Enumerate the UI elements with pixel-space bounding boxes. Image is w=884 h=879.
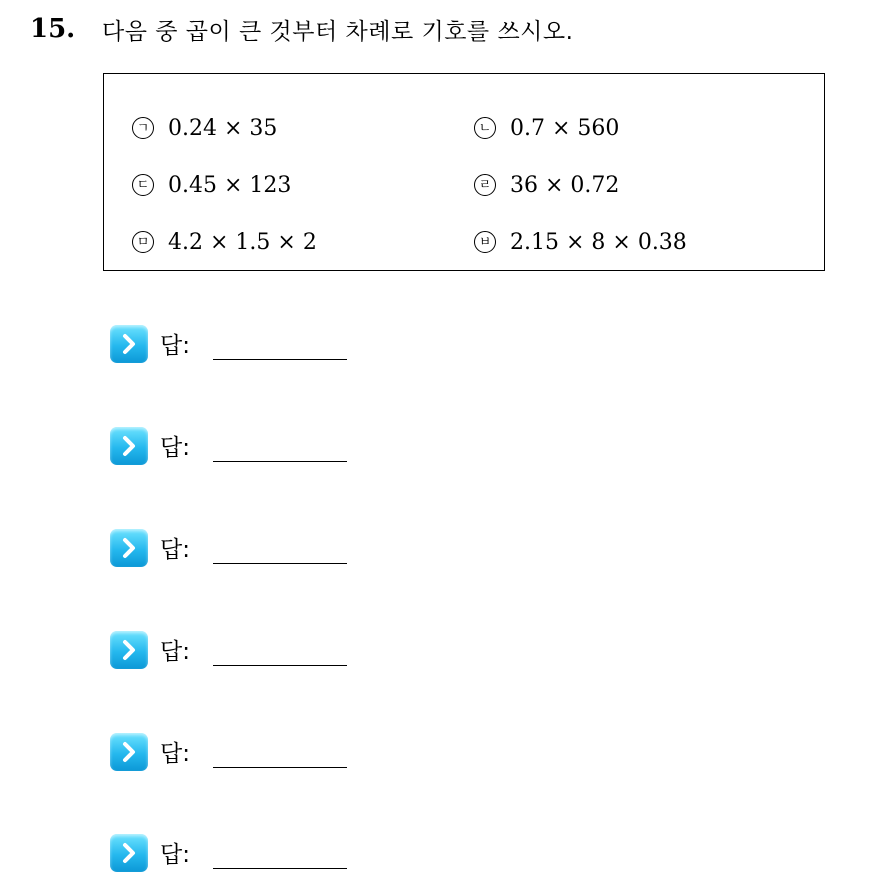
- choice-item: [474, 170, 619, 200]
- question-number: 15.: [30, 14, 76, 44]
- answer-row: [110, 529, 370, 569]
- choice-item: [474, 227, 687, 257]
- choice-marker: ㄴ: [474, 117, 496, 139]
- chevron-right-icon: [110, 427, 148, 465]
- choice-marker: ㄱ: [132, 117, 154, 139]
- choice-expression: 0.45 × 123: [168, 172, 292, 198]
- chevron-right-icon: [110, 325, 148, 363]
- answer-row: [110, 427, 370, 467]
- choice-marker: ㄹ: [474, 174, 496, 196]
- question-header: [30, 12, 573, 46]
- choice-expression: 36 × 0.72: [510, 172, 620, 198]
- answer-label: 답:: [160, 842, 190, 868]
- question-text: 다음 중 곱이 큰 것부터 차례로 기호를 쓰시오.: [102, 18, 574, 45]
- answer-blank[interactable]: [213, 359, 347, 360]
- choice-marker: ㄷ: [132, 174, 154, 196]
- answer-blank[interactable]: [213, 461, 347, 462]
- choice-item: [132, 227, 317, 257]
- choice-expression: 0.24 × 35: [168, 115, 278, 141]
- choice-expression: 2.15 × 8 × 0.38: [510, 229, 687, 255]
- answer-row: [110, 834, 370, 874]
- chevron-right-icon: [110, 834, 148, 872]
- answer-label: 답:: [160, 435, 190, 461]
- answer-row: [110, 733, 370, 773]
- chevron-right-icon: [110, 733, 148, 771]
- answer-row: [110, 325, 370, 365]
- choice-expression: 4.2 × 1.5 × 2: [168, 229, 317, 255]
- choice-item: [132, 113, 277, 143]
- answer-blank[interactable]: [213, 868, 347, 869]
- choice-expression: 0.7 × 560: [510, 115, 620, 141]
- choice-item: [132, 170, 291, 200]
- answer-blank[interactable]: [213, 665, 347, 666]
- answer-row: [110, 631, 370, 671]
- chevron-right-icon: [110, 529, 148, 567]
- choice-marker: ㅁ: [132, 231, 154, 253]
- answer-blank[interactable]: [213, 767, 347, 768]
- choice-item: [474, 113, 619, 143]
- chevron-right-icon: [110, 631, 148, 669]
- choice-box: [103, 73, 825, 271]
- answer-label: 답:: [160, 741, 190, 767]
- answer-label: 답:: [160, 333, 190, 359]
- answer-blank[interactable]: [213, 563, 347, 564]
- answer-label: 답:: [160, 537, 190, 563]
- choice-marker: ㅂ: [474, 231, 496, 253]
- answer-label: 답:: [160, 639, 190, 665]
